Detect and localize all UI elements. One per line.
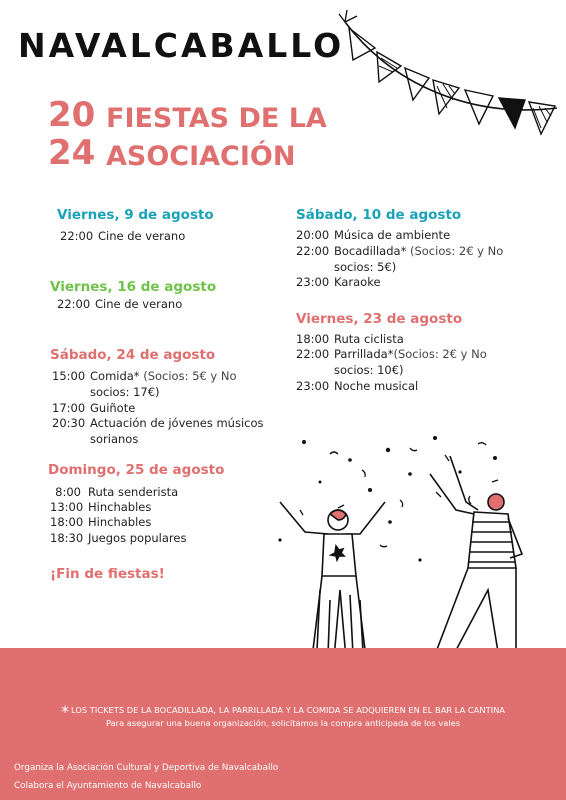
event-item [296,379,418,395]
event-time: 18:00 [296,332,330,346]
collaborator-credit: Colabora el Ayuntamiento de Navalcaballo [14,781,202,791]
day-heading: Sábado, 10 de agosto [296,207,462,223]
day-heading: Domingo, 25 de agosto [48,462,225,478]
event-item [296,275,381,291]
event-name-continued: sorianos [90,431,139,446]
year-bottom: 24 [48,133,96,173]
event-item [52,416,292,447]
event-price-note: (Socios: 5€ y No [143,369,237,383]
event-time: 18:00 [50,515,84,529]
event-item [52,401,135,417]
day-heading: Sábado, 24 de agosto [50,347,216,363]
event-name: Cine de verano [95,297,183,311]
event-time: 22:00 [296,244,330,258]
tickets-note-text: LOS TICKETS DE LA BOCADILLADA, LA PARRILLADA Y LA COMIDA SE ADQUIEREN EN EL BAR LA CANTINA [71,705,505,715]
day-heading: Viernes, 16 de agosto [50,279,217,295]
event-name: Noche musical [334,379,419,393]
event-name: Juegos populares [88,531,187,545]
bunting-decoration [335,8,563,148]
event-name: Ruta senderista [88,485,179,499]
event-name: Comida* [90,369,140,383]
event-name: Música de ambiente [334,228,451,242]
event-note-continued: socios: 10€) [334,362,404,377]
event-time: 8:00 [55,485,81,499]
event-item [50,500,151,516]
heading-line2: ASOCIACIÓN [106,141,296,172]
heading-line1: FIESTAS DE LA [106,103,327,134]
page-title: NAVALCABALLO [18,26,345,65]
event-item [296,244,536,275]
event-item [50,515,151,531]
event-name: Guiñote [90,401,136,415]
advance-purchase-note: Para asegurar una buena organización, solicitamos la compra anticipada de los vales [105,718,461,728]
event-time: 20:00 [296,228,330,242]
event-time: 17:00 [52,401,86,415]
event-time: 20:30 [52,416,86,430]
event-name: Karaoke [334,275,381,289]
event-heading [106,100,327,176]
event-price-note: (Socios: 2€ y No [393,347,487,361]
event-time: 23:00 [296,275,330,289]
event-item [296,347,536,378]
event-time: 23:00 [296,379,330,393]
end-of-festival: ¡Fin de fiestas! [50,566,165,582]
event-name: Ruta ciclista [334,332,404,346]
event-time: 22:00 [57,297,91,311]
event-name: Hinchables [88,515,152,529]
event-time: 22:00 [60,229,94,243]
event-time: 13:00 [50,500,84,514]
year-label [48,96,95,172]
event-time: 22:00 [296,347,330,361]
event-time: 18:30 [50,531,84,545]
event-item [60,229,185,245]
event-item [296,228,450,244]
event-name: Parrillada* [334,347,394,361]
organizer-credit: Organiza la Asociación Cultural y Deportiva de Navalcaballo [14,763,279,773]
event-name: Cine de verano [98,229,186,243]
day-heading: Viernes, 9 de agosto [57,207,214,223]
event-note-continued: socios: 17€) [90,384,160,399]
event-item [57,297,182,313]
event-name: Hinchables [88,500,152,514]
event-item [52,369,282,400]
asterisk-mark: * [61,702,70,721]
event-time: 15:00 [52,369,86,383]
event-note-continued: socios: 5€) [334,259,397,274]
event-name: Bocadillada* [334,244,407,258]
event-item [50,531,186,547]
year-top: 20 [48,95,96,135]
day-heading: Viernes, 23 de agosto [296,311,463,327]
event-price-note: (Socios: 2€ y No [409,244,504,258]
event-name: Actuación de jóvenes músicos [90,416,264,430]
event-item [296,332,404,348]
event-item [50,485,178,501]
